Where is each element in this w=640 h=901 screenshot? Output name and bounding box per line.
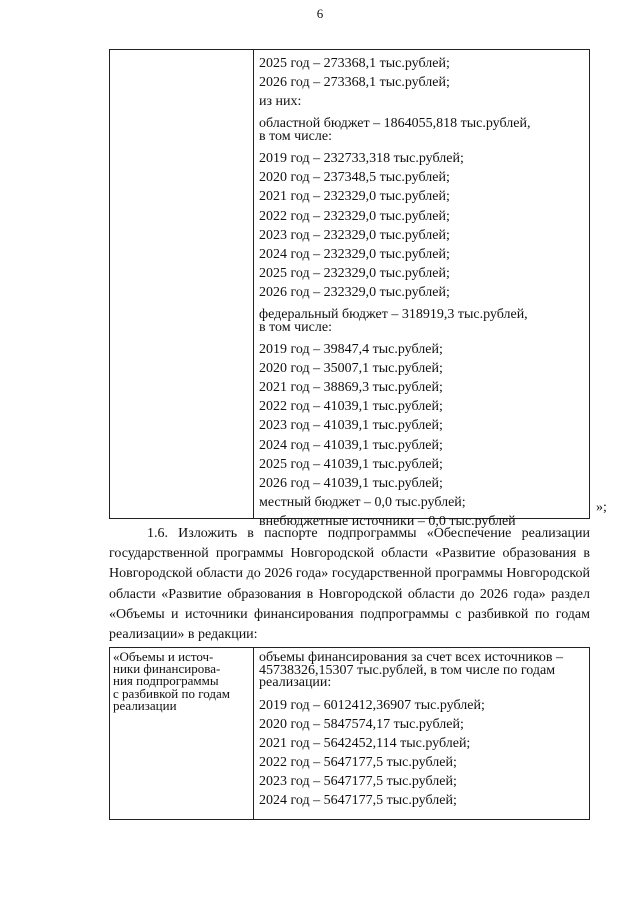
funding-line: 2025 год – 273368,1 тыс.рублей; — [259, 56, 450, 71]
funding-line: 2019 год – 232733,318 тыс.рублей; — [259, 151, 464, 167]
funding-line: 2020 год – 35007,1 тыс.рублей; — [259, 361, 443, 377]
funding-line: 2024 год – 41039,1 тыс.рублей; — [259, 437, 443, 453]
funding-intro-line: реализации: — [259, 675, 332, 690]
section-title-line: «Объемы и источ- — [113, 649, 214, 664]
funding-line: 2026 год – 41039,1 тыс.рублей; — [259, 475, 443, 491]
funding-year-line: 2022 год – 5647177,5 тыс.рублей; — [259, 754, 457, 770]
page-number: 6 — [316, 6, 324, 21]
funding-table-continuation — [109, 49, 590, 529]
funding-line: из них: — [259, 94, 302, 110]
funding-year-line: 2021 год – 5642452,114 тыс.рублей; — [259, 735, 471, 751]
funding-volume-cell — [259, 652, 589, 810]
funding-line: 2022 год – 41039,1 тыс.рублей; — [259, 399, 443, 415]
funding-intro — [259, 652, 589, 690]
funding-line: 2021 год – 38869,3 тыс.рублей; — [259, 380, 443, 396]
funding-line: внебюджетные источники – 0,0 тыс.рублей — [259, 513, 516, 529]
funding-intro-line: объемы финансирования за счет всех источников – — [259, 650, 564, 665]
funding-year-line: 2024 год – 5647177,5 тыс.рублей; — [259, 792, 457, 808]
funding-year-line: 2023 год – 5647177,5 тыс.рублей; — [259, 773, 457, 789]
funding-intro-line: 45738326,15307 тыс.рублей, в том числе по годам — [259, 662, 556, 678]
funding-line: 2024 год – 232329,0 тыс.рублей; — [259, 246, 450, 262]
column-divider — [253, 50, 254, 518]
funding-line: 2025 год – 232329,0 тыс.рублей; — [259, 265, 450, 281]
column-divider — [253, 648, 254, 819]
funding-table — [109, 647, 590, 820]
funding-line: в том числе: — [259, 129, 332, 145]
funding-line: областной бюджет – 1864055,818 тыс.рублей, — [259, 116, 531, 132]
funding-year-line: 2019 год – 6012412,36907 тыс.рублей; — [259, 697, 485, 713]
funding-line: федеральный бюджет – 318919,3 тыс.рублей, — [259, 307, 528, 323]
funding-line: 2025 год – 41039,1 тыс.рублей; — [259, 456, 443, 472]
funding-line: 2022 год – 232329,0 тыс.рублей; — [259, 208, 450, 224]
funding-year-line: 2020 год – 5847574,17 тыс.рублей; — [259, 716, 464, 732]
amendment-paragraph: 1.6. Изложить в паспорте подпрограммы «Обеспечение реализации государственной программы Новгородской области «Развитие образования в Новгородской области до 2026 года» государственной программы Новгородской области «Развитие образования в Новгородской области до 2026 года» раздел «Объемы и источники финансирования подпрограммы с разбивкой по годам реализации» в редакции: — [109, 526, 590, 643]
funding-line: в том числе: — [259, 320, 332, 336]
funding-line: 2026 год – 232329,0 тыс.рублей; — [259, 284, 450, 300]
funding-line: 2020 год – 237348,5 тыс.рублей; — [259, 170, 450, 186]
section-title-line: реализации — [113, 697, 177, 713]
section-title-line: ники финансирова- — [113, 661, 221, 677]
funding-line: местный бюджет – 0,0 тыс.рублей; — [259, 494, 466, 510]
closing-quote: »; — [596, 500, 607, 515]
funding-years — [259, 696, 589, 811]
funding-line: 2021 год – 232329,0 тыс.рублей; — [259, 189, 450, 205]
section-title-cell — [113, 651, 253, 712]
funding-line: 2026 год – 273368,1 тыс.рублей; — [259, 75, 450, 91]
funding-line: 2019 год – 39847,4 тыс.рублей; — [259, 342, 443, 358]
funding-line: 2023 год – 232329,0 тыс.рублей; — [259, 227, 450, 243]
section-title-line: ния подпрограммы — [113, 673, 219, 689]
funding-line: 2023 год – 41039,1 тыс.рублей; — [259, 418, 443, 434]
section-title-line: с разбивкой по годам — [113, 685, 230, 701]
funding-sources-cell — [259, 54, 589, 531]
